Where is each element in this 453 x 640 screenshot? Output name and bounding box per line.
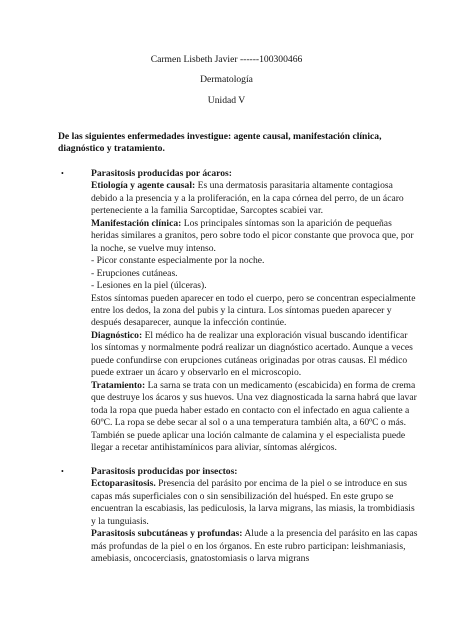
assignment-prompt: De las siguientes enfermedades investigue: agente causal, manifestación clínica, diagnóstico y tratamiento. — [58, 131, 382, 155]
section-heading: Parasitosis producidas por ácaros: — [91, 168, 232, 179]
manifestation-label: Manifestación clínica: — [91, 217, 182, 229]
section-insectos — [58, 466, 420, 566]
diagnosis-text: El médico ha de realizar una exploración visual buscando identificar los síntomas y normalmente podrá realizar un diagnóstico acertado. Aunque a veces puede confundirse con erupciones cutáneas originadas por otras causas. El médico puede extraer un ácaro y observarlo en el microscopio. — [91, 329, 413, 379]
bullet-icon: • — [61, 169, 64, 178]
bullet-icon: • — [61, 467, 64, 476]
subcutaneous-text: Alude a la presencia del parásito en las capas más profundas de la piel o en los órganos. En este rubro participan: leishmaniasis, amebiasis, oncocerciasis, gnatostomiasis o larva migrans — [91, 528, 418, 565]
etiology-text: Es una dermatosis parasitaria altamente contagiosa debido a la presencia y a la proliferación, en la capa córnea del perro, de un ácaro perteneciente a la familia Sarcoptidae, Sarcoptes scabiei var. — [91, 180, 404, 217]
subject-line: Dermatología — [200, 74, 253, 85]
manifestation-paragraph — [91, 218, 420, 255]
ecto-label: Ectoparasitosis. — [91, 478, 156, 490]
section-acaros — [58, 168, 420, 454]
unit-line: Unidad V — [207, 95, 246, 106]
subcutaneous-label: Parasitosis subcutáneas y profundas: — [91, 528, 243, 540]
author-line: Carmen Lisbeth Javier ------100300466 — [150, 54, 303, 65]
symptoms-paragraph: Estos síntomas pueden aparecer en todo el cuerpo, pero se concentran especialmente entre los dedos, la zona del pubis y la cintura. Los síntomas pueden aparecer y después desaparecer, aunque la infección continúe. — [91, 292, 416, 329]
etiology-label: Etiología y agente causal: — [91, 180, 196, 192]
manifestation-text: Los principales síntomas son la aparición de pequeñas heridas similares a granitos, pero sobre todo el picor constante que provoca que, por la noche, se vuelve muy intenso. — [91, 217, 414, 254]
subcutaneous-paragraph — [91, 528, 420, 565]
diagnosis-label: Diagnóstico: — [91, 329, 143, 341]
ecto-paragraph — [91, 478, 420, 528]
treatment-paragraph — [91, 380, 420, 455]
symptom-item: - Lesiones en la piel (úlceras). — [91, 280, 207, 292]
diagnosis-paragraph — [91, 330, 420, 380]
etiology-paragraph — [91, 180, 420, 217]
treatment-text: La sarna se trata con un medicamento (escabicida) en forma de crema que destruye los ácaros y sus huevos. Una vez diagnosticada la sarna habrá que lavar toda la ropa que pueda haber estado en contacto con el infectado en agua caliente a 60ºC. La ropa se debe secar al sol o a una temperatura también alta, a 60ºC o más. También se puede aplicar una loción calmante de calamina y el especialista puede llegar a recetar antihistamínicos para aliviar, síntomas alérgicos. — [91, 379, 417, 453]
treatment-label: Tratamiento: — [91, 379, 146, 391]
section-heading: Parasitosis producidas por insectos: — [91, 466, 238, 477]
symptom-item: - Picor constante especialmente por la noche. — [91, 255, 265, 267]
ecto-text: Presencia del parásito por encima de la piel o se introduce en sus capas más superficiales con o sin sensibilización del huésped. En este grupo se encuentran la escabiasis, las pediculosis, la larva migrans, las miasis, la trombidiasis y la tunguiasis. — [91, 478, 415, 527]
symptom-item: - Erupciones cutáneas. — [91, 267, 178, 279]
